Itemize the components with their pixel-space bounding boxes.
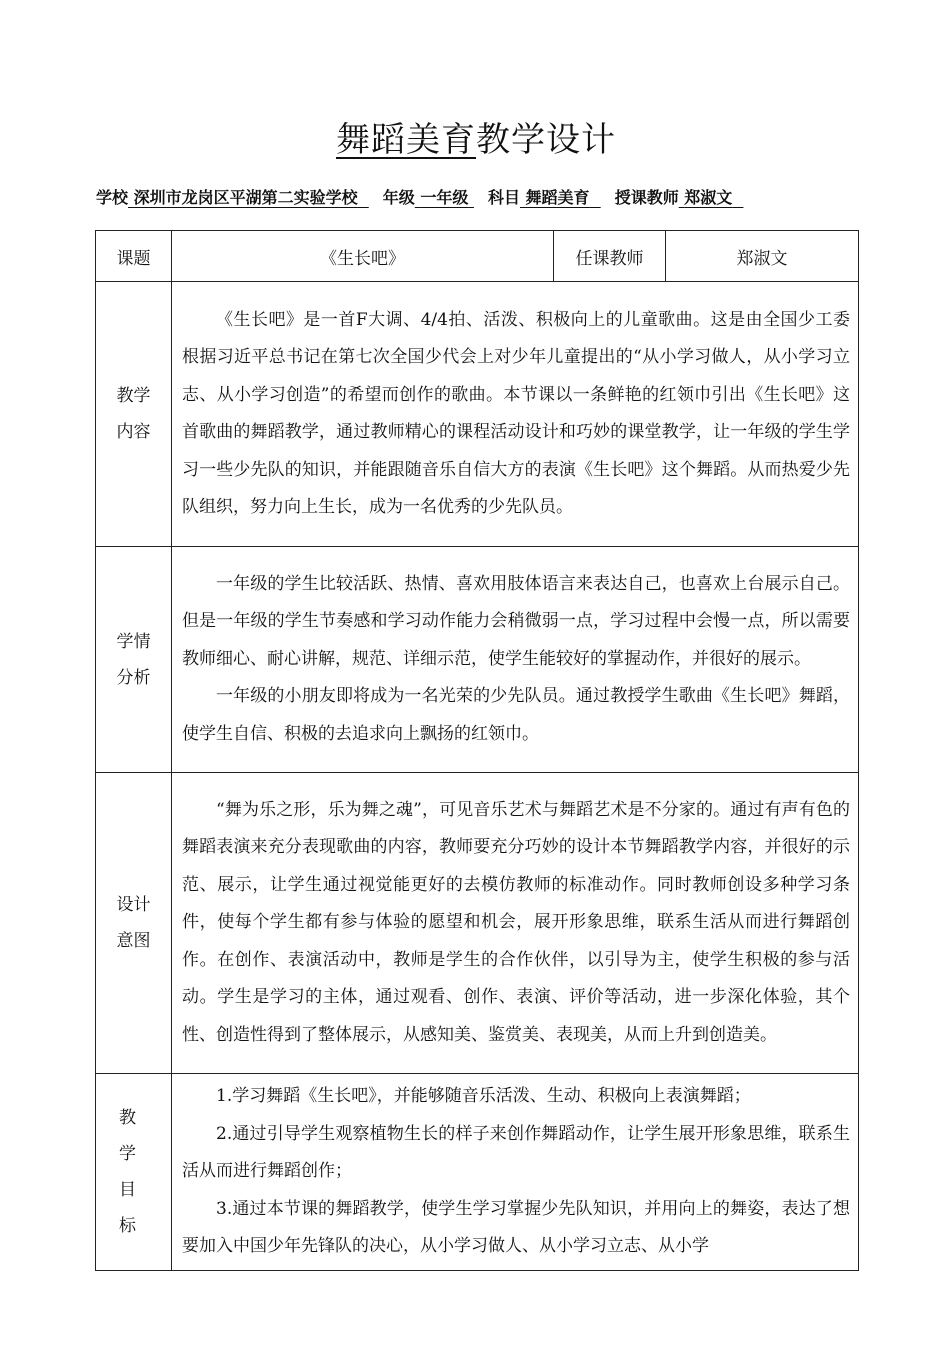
subject-label: 科目 [487,188,520,207]
section-text [172,1074,859,1271]
grade-value: 一年级 [420,188,469,207]
paragraph: 2.通过引导学生观察植物生长的样子来创作舞蹈动作，让学生展开形象思维，联系生活从而进行舞蹈创作； [182,1123,850,1181]
paragraph: 1.学习舞蹈《生长吧》，并能够随音乐活泼、生动、积极向上表演舞蹈； [216,1086,751,1106]
section-row-analysis [96,547,859,773]
section-text [172,282,859,547]
section-label: 学情 分析 [96,547,172,773]
topic-value: 《生长吧》 [172,231,554,282]
paragraph: 一年级的小朋友即将成为一名光荣的少先队员。通过教授学生歌曲《生长吧》舞蹈，使学生自信、积极的去追求向上飘扬的红领巾。 [182,686,850,744]
header-row [96,231,859,282]
course-teacher-value: 郑淑文 [666,231,859,282]
meta-line [96,185,858,208]
grade-label: 年级 [382,188,415,207]
paragraph: 一年级的学生比较活跃、热情、喜欢用肢体语言来表达自己，也喜欢上台展示自己。但是一年级的学生节奏感和学习动作能力会稍微弱一点，学习过程中会慢一点，所以需要教师细心、耐心讲解，规范、详细示范，使学生能较好的掌握动作，并很好的展示。 [182,573,850,669]
paragraph: 《生长吧》是一首F大调、4/4拍、活泼、积极向上的儿童歌曲。这是由全国少工委根据习近平总书记在第七次全国少代会上对少年儿童提出的“从小学习做人，从小学习立志、从小学习创造”的希望而创作的歌曲。本节课以一条鲜艳的红领巾引出《生长吧》这首歌曲的舞蹈教学，通过教师精心的课程活动设计和巧妙的课堂教学，让一年级的学生学习一些少先队的知识，并能跟随音乐自信大方的表演《生长吧》这个舞蹈。从而热爱少先队组织，努力向上生长，成为一名优秀的少先队员。 [182,309,850,517]
title-underlined: 舞蹈美育 [336,120,476,160]
section-row-goals [96,1074,859,1271]
teacher-value: 郑淑文 [684,188,733,207]
subject-value: 舞蹈美育 [525,188,590,207]
section-label: 教学 内容 [96,282,172,547]
section-row-design [96,773,859,1074]
lesson-table [95,230,859,1271]
section-text [172,773,859,1074]
section-row-content [96,282,859,547]
school-value: 深圳市龙岗区平湖第二实验学校 [133,188,358,207]
section-text [172,547,859,773]
paragraph: “舞为乐之形，乐为舞之魂”，可见音乐艺术与舞蹈艺术是不分家的。通过有声有色的舞蹈表演来充分表现歌曲的内容，教师要充分巧妙的设计本节舞蹈教学内容，并很好的示范、展示，让学生通过视觉能更好的去模仿教师的标准动作。同时教师创设多种学习条件，使每个学生都有参与体验的愿望和机会，展开形象思维，联系生活从而进行舞蹈创作。在创作、表演活动中，教师是学生的合作伙伴，以引导为主，使学生积极的参与活动。学生是学习的主体，通过观看、创作、表演、评价等活动，进一步深化体验，其个性、创造性得到了整体展示，从感知美、鉴赏美、表现美，从而上升到创造美。 [182,799,850,1045]
paragraph: 3.通过本节课的舞蹈教学，使学生学习掌握少先队知识，并用向上的舞姿，表达了想要加入中国少年先锋队的决心，从小学习做人、从小学习立志、从小学 [182,1198,850,1256]
section-label: 设计 意图 [96,773,172,1074]
school-label: 学校 [96,188,129,207]
section-label: 教学 目标 [96,1074,172,1271]
topic-label: 课题 [96,231,172,282]
title-rest: 教学设计 [476,120,616,160]
teacher-label: 授课教师 [614,188,679,207]
page-title [0,112,952,161]
course-teacher-label: 任课教师 [554,231,666,282]
